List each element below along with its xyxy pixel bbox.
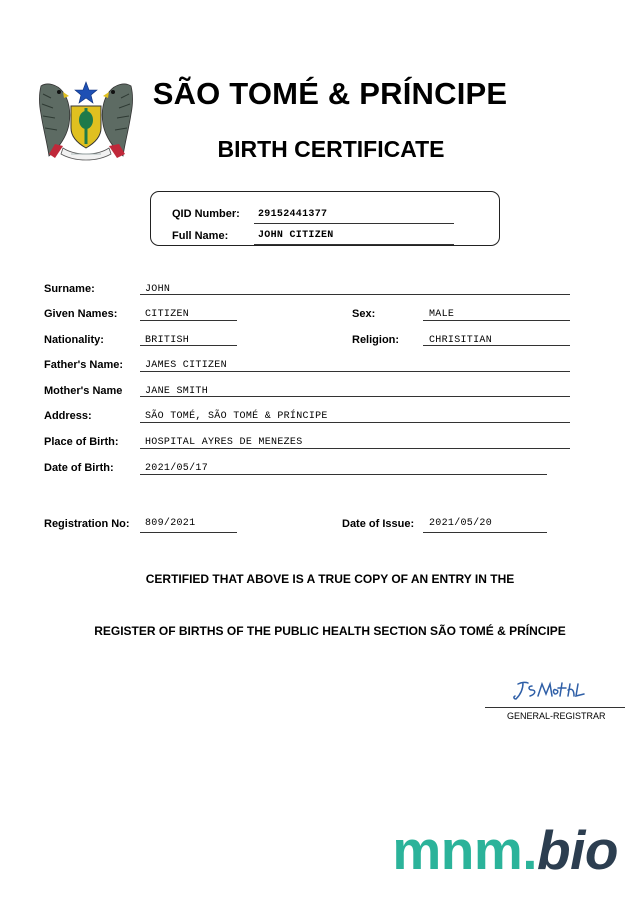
surname-underline bbox=[140, 294, 570, 295]
sex-value: MALE bbox=[429, 309, 455, 320]
signature-line bbox=[485, 707, 625, 708]
mother-value: JANE SMITH bbox=[145, 386, 209, 397]
dob-value: 2021/05/17 bbox=[145, 463, 209, 474]
sex-underline bbox=[423, 320, 570, 321]
country-title: SÃO TOMÉ & PRÍNCIPE bbox=[152, 76, 508, 111]
address-label: Address: bbox=[44, 410, 92, 422]
registration-value: 809/2021 bbox=[145, 518, 196, 529]
registration-underline bbox=[140, 532, 237, 533]
address-value: SÃO TOMÉ, SÃO TOMÉ & PRÍNCIPE bbox=[145, 411, 328, 422]
nationality-value: BRITISH bbox=[145, 335, 190, 346]
nationality-label: Nationality: bbox=[44, 334, 104, 346]
mother-label: Mother's Name bbox=[44, 385, 123, 397]
place-of-birth-label: Place of Birth: bbox=[44, 436, 119, 448]
place-of-birth-underline bbox=[140, 448, 570, 449]
issue-date-underline bbox=[423, 532, 547, 533]
surname-value: JOHN bbox=[145, 284, 171, 295]
religion-underline bbox=[423, 345, 570, 346]
registration-label: Registration No: bbox=[44, 518, 130, 530]
watermark-logo bbox=[392, 818, 618, 882]
dob-label: Date of Birth: bbox=[44, 462, 114, 474]
issue-date-value: 2021/05/20 bbox=[429, 518, 493, 529]
religion-value: CHRISITIAN bbox=[429, 335, 493, 346]
father-label: Father's Name: bbox=[44, 359, 124, 371]
given-names-underline bbox=[140, 320, 237, 321]
nationality-underline bbox=[140, 345, 237, 346]
issue-date-label: Date of Issue: bbox=[342, 518, 415, 530]
fullname-label: Full Name: bbox=[172, 230, 229, 242]
given-names-value: CITIZEN bbox=[145, 309, 190, 320]
signature-icon bbox=[512, 678, 596, 704]
religion-label: Religion: bbox=[352, 334, 400, 346]
sex-label: Sex: bbox=[352, 308, 376, 320]
mother-underline bbox=[140, 396, 570, 397]
dob-underline bbox=[140, 474, 547, 475]
qid-label: QID Number: bbox=[172, 208, 240, 220]
surname-label: Surname: bbox=[44, 283, 95, 295]
document-title: BIRTH CERTIFICATE bbox=[217, 136, 445, 162]
fullname-underline bbox=[254, 244, 454, 245]
given-names-label: Given Names: bbox=[44, 308, 118, 320]
watermark-part-2: bio bbox=[537, 819, 618, 881]
qid-value: 29152441377 bbox=[258, 209, 328, 220]
certification-line-2: REGISTER OF BIRTHS OF THE PUBLIC HEALTH SECTION SÃO TOMÉ & PRÍNCIPE bbox=[94, 624, 566, 638]
certification-line-1: CERTIFIED THAT ABOVE IS A TRUE COPY OF AN ENTRY IN THE bbox=[145, 572, 515, 586]
place-of-birth-value: HOSPITAL AYRES DE MENEZES bbox=[145, 437, 303, 448]
qid-underline bbox=[254, 223, 454, 224]
father-underline bbox=[140, 371, 570, 372]
father-value: JAMES CITIZEN bbox=[145, 360, 227, 371]
fullname-value: JOHN CITIZEN bbox=[258, 230, 334, 241]
registrar-title: GENERAL-REGISTRAR bbox=[507, 711, 606, 721]
watermark-part-1: mnm. bbox=[392, 819, 538, 881]
address-underline bbox=[140, 422, 570, 423]
